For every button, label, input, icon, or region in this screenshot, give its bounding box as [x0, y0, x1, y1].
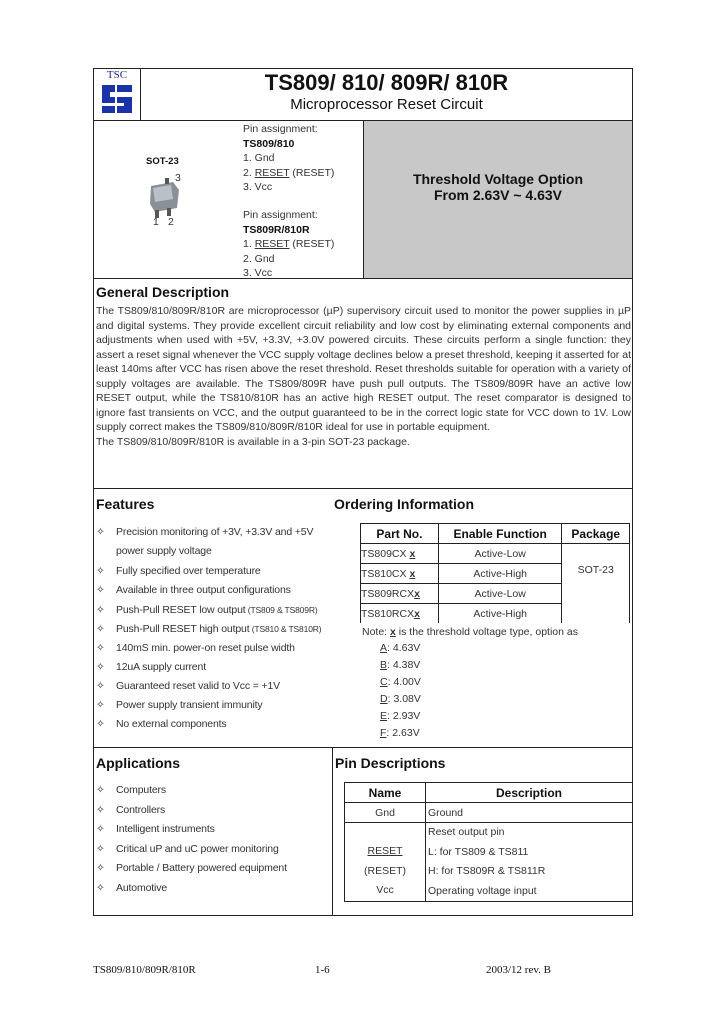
diamond-bullet-icon: ✧ [96, 642, 105, 654]
list-item-note: (TS809 & TS809R) [245, 605, 318, 615]
pin-desc: Reset output pin [428, 826, 505, 838]
part-no: TS810CX [361, 567, 410, 580]
part-no: TS809CX [361, 547, 410, 560]
part-x: x [409, 567, 416, 580]
pin-assign-heading: Pin assignment: [243, 123, 318, 135]
logo-text: TSC [106, 69, 128, 81]
enable-function: Active-High [438, 564, 562, 584]
pin-item: 2. Gnd [243, 252, 275, 265]
desc-line: whenever the VCC supply voltage declines below a preset threshold, keeping it asserted for at least 140ms after VCC [96, 348, 631, 375]
pin-descriptions-table [344, 782, 632, 902]
pin-item: 2. [243, 166, 255, 179]
list-item-text: Critical uP and uC power monitoring [116, 842, 279, 855]
desc-line: TS809/810/809R/810R ideal for use in portable equipment. [215, 421, 490, 433]
diamond-bullet-icon: ✧ [96, 699, 105, 711]
table-row [361, 544, 630, 564]
ordering-table [360, 523, 630, 623]
pin-desc: Operating voltage input [428, 884, 537, 897]
list-item-text: Intelligent instruments [116, 823, 215, 835]
list-item-text: Controllers [116, 803, 166, 816]
diamond-bullet-icon: ✧ [96, 881, 105, 894]
diamond-bullet-icon: ✧ [96, 718, 105, 730]
option-voltage: 2.63V [392, 727, 420, 739]
package-label: SOT-23 [146, 156, 179, 167]
diamond-bullet-icon: ✧ [96, 842, 105, 855]
features-heading: Features [96, 496, 155, 512]
tsc-logo [96, 70, 138, 118]
package-cell: SOT-23 [562, 544, 630, 624]
col-header: Description [426, 783, 633, 803]
reset-alt: (RESET) [289, 238, 335, 250]
desc-paragraph [96, 304, 631, 435]
footer-page: 1-6 [315, 964, 330, 976]
divider [93, 278, 633, 279]
reset-alt: (RESET) [289, 166, 335, 179]
col-header: Package [562, 524, 630, 544]
diamond-bullet-icon: ✧ [96, 862, 105, 874]
enable-function: Active-Low [438, 584, 562, 604]
diamond-bullet-icon: ✧ [96, 526, 105, 538]
part-x: x [414, 607, 420, 620]
pin-assign-heading: Pin assignment: [243, 209, 318, 221]
list-item-note: (TS810 & TS810R) [249, 624, 322, 634]
desc-line: available. The TS809/809R have push pull outputs. The TS809/809R have an active low RESET output, while [96, 377, 631, 404]
pin-name: Gnd [345, 803, 426, 823]
pin-desc: H: for TS809R & TS811R [428, 865, 546, 877]
pin3-label: 3 [175, 172, 181, 184]
option-voltage: 4.63V [392, 642, 421, 654]
col-header: Part No. [361, 524, 439, 544]
general-description-heading: General Description [96, 284, 230, 300]
threshold-option: F: 2.63V [380, 727, 420, 739]
pin-name: RESET [367, 845, 403, 857]
list-item-text: Precision monitoring of +3V, +3.3V and +5V [116, 526, 314, 538]
threshold-panel [364, 121, 632, 278]
part-no: TS810RCX [361, 607, 415, 620]
pin-assign-part: TS809/810 [243, 137, 295, 150]
diamond-bullet-icon: ✧ [96, 784, 105, 796]
diamond-bullet-icon: ✧ [96, 803, 105, 816]
desc-line: digital systems. They provide excellent circuit reliability and low cost by eliminating external components and adjustments [96, 319, 631, 346]
pin-item: 3. Vcc [243, 181, 273, 193]
option-voltage: 3.08V [393, 693, 421, 705]
reset-label: RESET [254, 238, 290, 250]
list-item-text: No external components [116, 718, 227, 730]
threshold-option: E: 2.93V [380, 710, 421, 722]
ordering-note [362, 626, 578, 638]
col-header: Name [345, 783, 426, 803]
threshold-option: D: 3.08V [380, 693, 421, 705]
pin-desc: Ground [426, 803, 633, 823]
list-item-text: Portable / Battery powered equipment [116, 862, 287, 874]
part-x: x [414, 587, 420, 600]
option-letter: A [380, 642, 388, 654]
page-subtitle: Microprocessor Reset Circuit [290, 96, 483, 113]
threshold-option: C: 4.00V [380, 676, 421, 688]
desc-paragraph [96, 435, 631, 450]
enable-function: Active-High [438, 604, 562, 624]
list-item-text: Fully specified over temperature [116, 565, 261, 577]
part-x: x [409, 547, 416, 560]
page-title: TS809/ 810/ 809R/ 810R [264, 70, 509, 95]
list-item-text: Push-Pull RESET low output (TS809 & TS809R) [116, 604, 318, 616]
pin-item: 3. Vcc [243, 267, 273, 279]
list-item-text: Power supply transient immunity [116, 699, 263, 711]
option-letter: B [380, 659, 388, 671]
diamond-bullet-icon: ✧ [96, 623, 105, 635]
desc-line: when used with +5V, +3.3V, +3.0V powered circuits. These circuits perform a single function: they assert a reset signal [96, 334, 631, 361]
table-row [345, 823, 633, 902]
list-item-text: Guaranteed reset valid to Vcc = +1V [116, 680, 281, 692]
reset-label: RESET [254, 166, 290, 179]
pin-name: Vcc [376, 884, 394, 896]
divider [93, 747, 633, 748]
general-description [96, 304, 631, 449]
list-item-text: 140mS min. power-on reset pulse width [116, 642, 295, 654]
diamond-bullet-icon: ✧ [96, 584, 105, 596]
applications-heading: Applications [96, 755, 181, 771]
divider [93, 488, 633, 489]
pin-name-alt: (RESET) [364, 864, 406, 877]
enable-function: Active-Low [438, 544, 562, 564]
diamond-bullet-icon: ✧ [96, 565, 105, 577]
list-item-text: 12uA supply current [116, 661, 206, 673]
desc-line: the TS810/810R has an active high RESET output. The reset comparator is designed to ignore fast transients on VCC, [96, 392, 631, 419]
pin-assignment-1 [243, 122, 334, 195]
ordering-heading: Ordering Information [334, 496, 474, 512]
desc-line: and the output guaranteed to be in the correct logic state for VCC down to 1V. Low supply correct makes the [96, 406, 631, 433]
pin-desc: L: for TS809 & TS811 [428, 845, 529, 858]
note-suffix: is the threshold voltage type, option as [395, 626, 578, 638]
pin1-label: 1 [153, 216, 159, 228]
part-no: TS809RCX [361, 587, 415, 600]
diamond-bullet-icon: ✧ [96, 604, 105, 616]
option-letter: D [380, 693, 388, 705]
pin-assign-part: TS809R/810R [243, 223, 310, 236]
list-item-text: Available in three output configurations [116, 584, 291, 596]
pin-item: 1. [243, 238, 255, 250]
list-item-text: Automotive [116, 881, 168, 894]
table-row [345, 803, 633, 823]
diamond-bullet-icon: ✧ [96, 823, 105, 835]
desc-line: The TS809/810/809R/810R are microprocessor (µP) supervisory circuit used to monitor the power supplies in µP and [96, 305, 631, 332]
list-item-text: Push-Pull RESET high output (TS810 & TS810R) [116, 623, 322, 635]
threshold-option: A: 4.63V [380, 642, 421, 654]
threshold-line2: From 2.63V ~ 4.63V [433, 187, 563, 203]
pin2-label: 2 [168, 216, 174, 228]
desc-line: has risen above the reset threshold. Reset thresholds suitable for operation with a variety of supply voltages are [96, 363, 631, 390]
pin-assignment-2 [243, 208, 334, 281]
col-header: Enable Function [438, 524, 562, 544]
threshold-line1: Threshold Voltage Option [412, 171, 584, 187]
list-item-text: Computers [116, 784, 167, 796]
diamond-bullet-icon: ✧ [96, 680, 105, 692]
desc-line: The TS809/810/809R/810R is available in a 3-pin SOT-23 package. [96, 435, 410, 448]
option-voltage: 2.93V [392, 710, 421, 722]
divider [332, 747, 333, 915]
note-x: x [390, 626, 396, 638]
option-voltage: 4.00V [393, 676, 421, 688]
list-item-text: power supply voltage [116, 545, 212, 557]
diamond-bullet-icon: ✧ [96, 661, 105, 673]
pin-descriptions-heading: Pin Descriptions [335, 755, 446, 771]
option-letter: F [380, 727, 387, 739]
note-prefix: Note: [362, 626, 391, 638]
option-letter: E [380, 710, 388, 722]
option-letter: C [380, 676, 388, 688]
footer-revision: 2003/12 rev. B [486, 964, 551, 976]
pin-item: 1. Gnd [243, 152, 275, 164]
option-voltage: 4.38V [392, 659, 421, 671]
footer-part: TS809/810/809R/810R [93, 964, 196, 976]
threshold-option: B: 4.38V [380, 659, 421, 671]
